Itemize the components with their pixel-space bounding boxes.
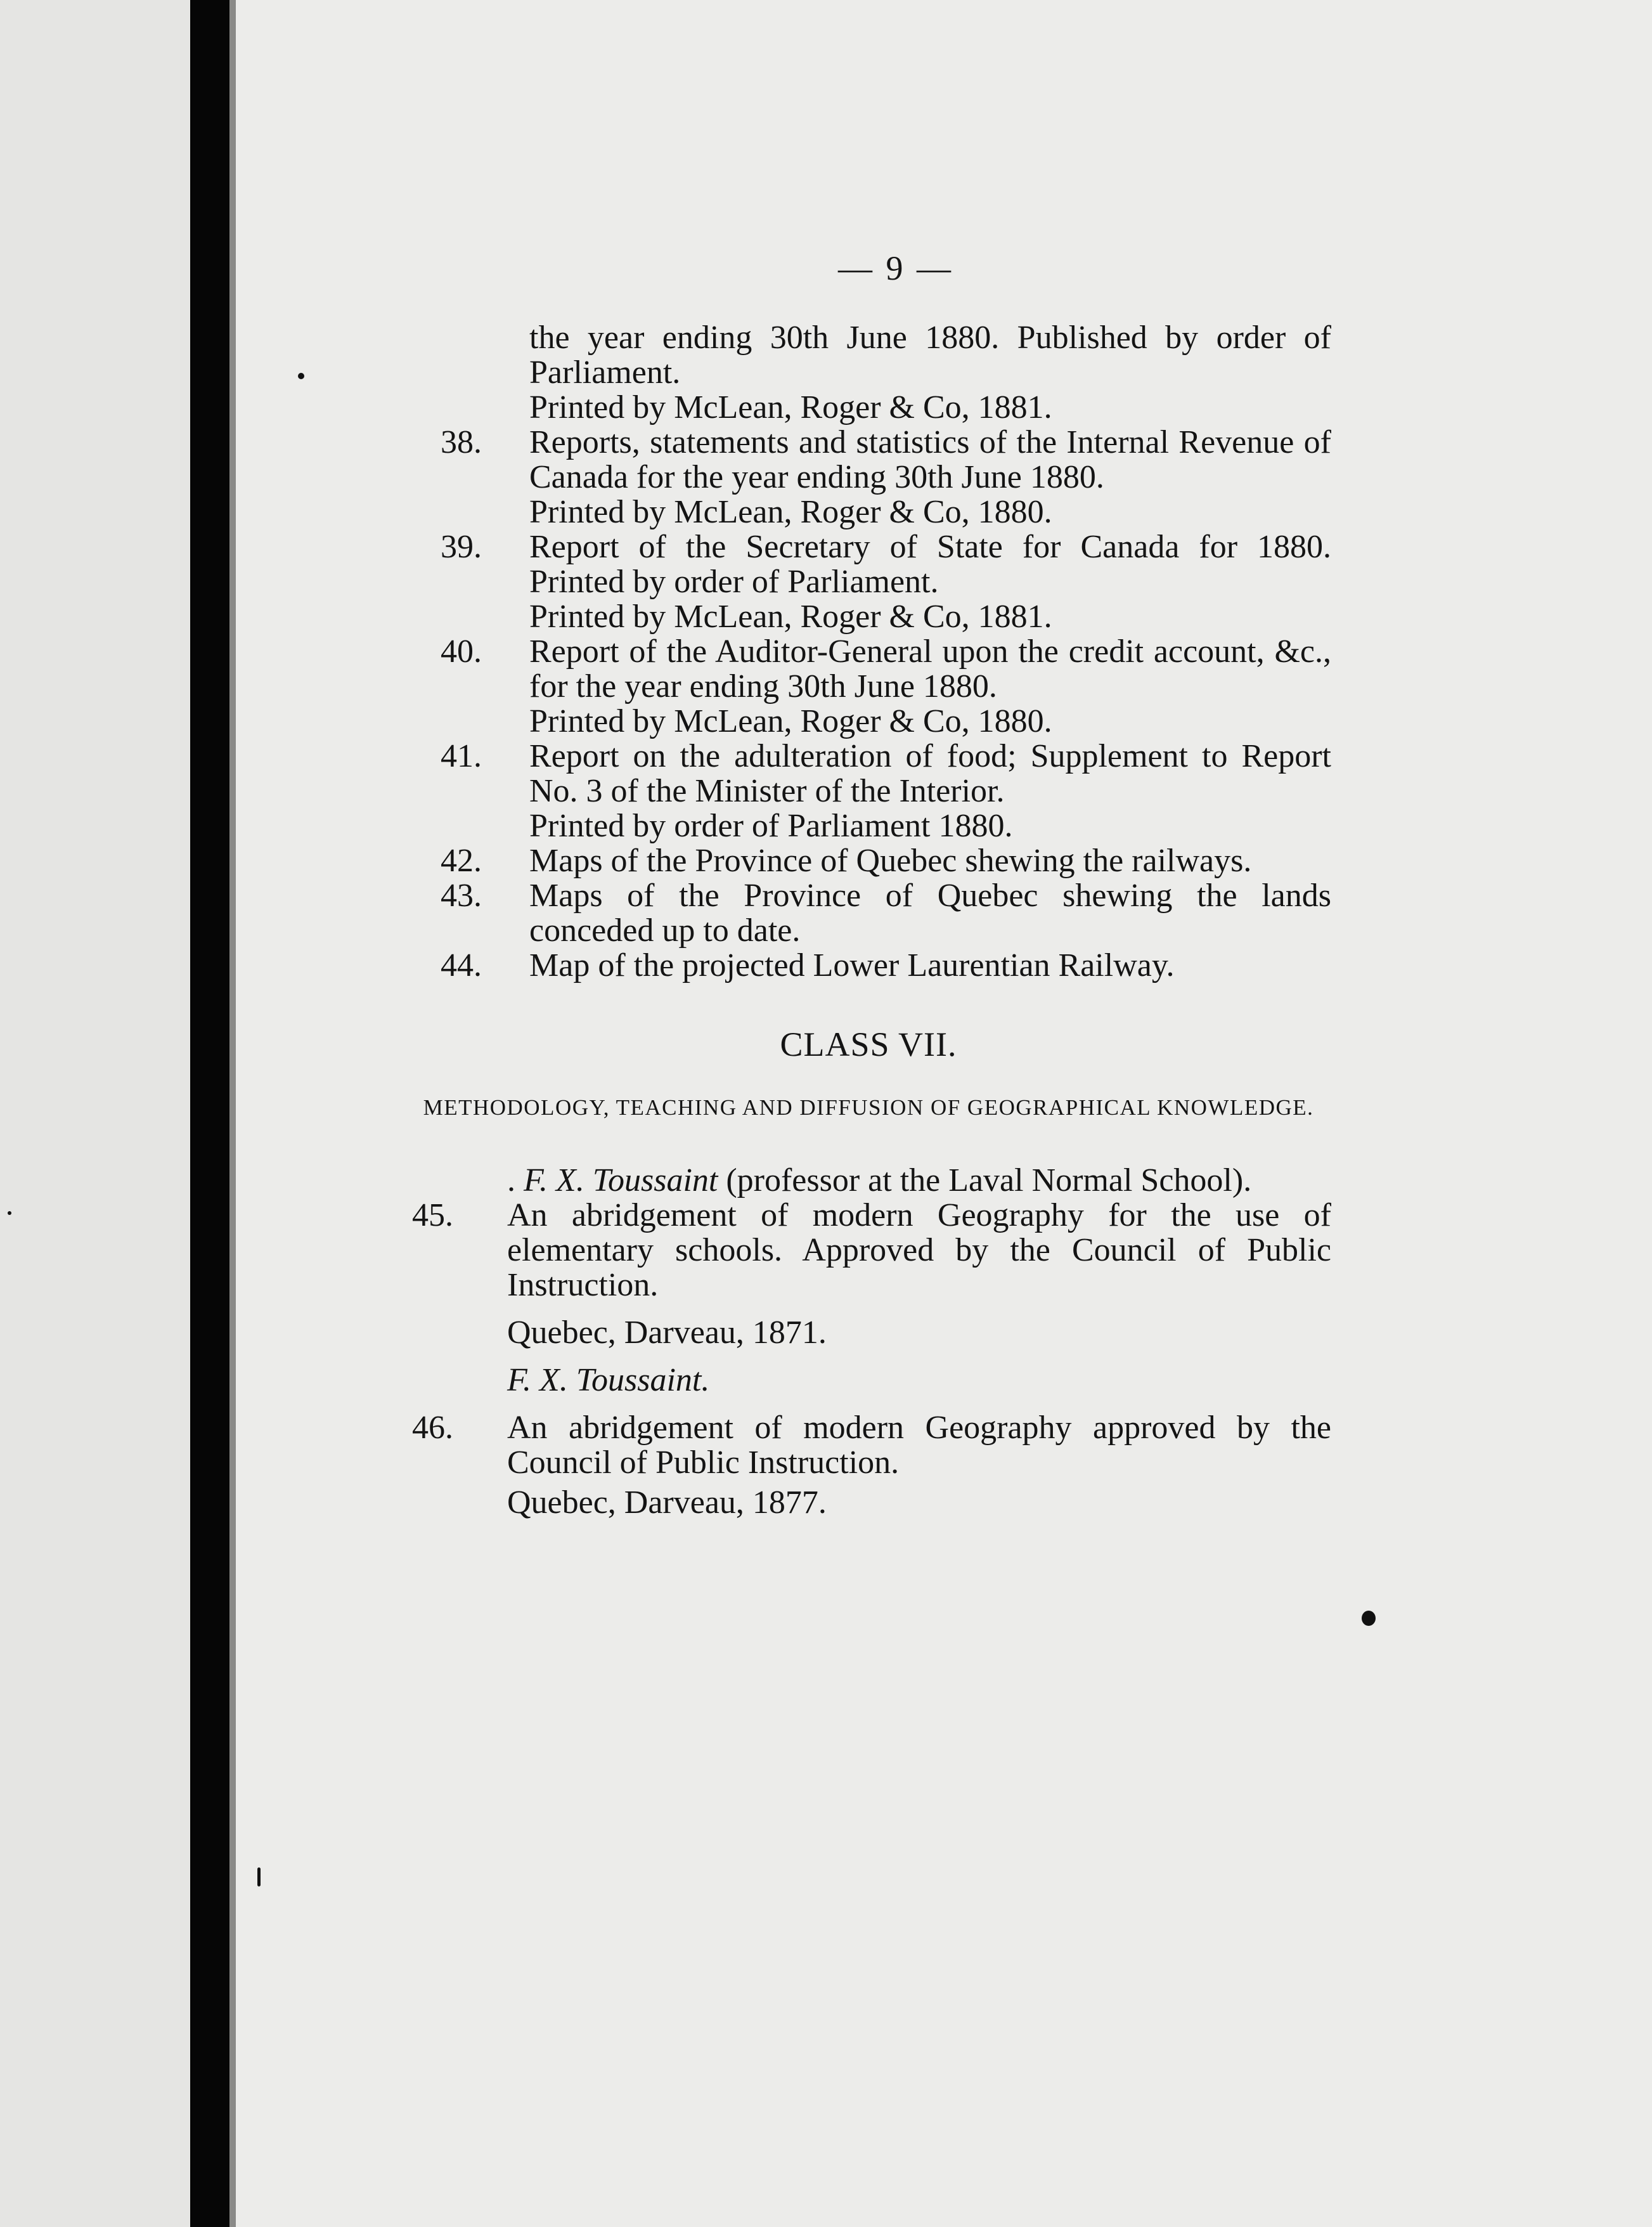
book-binding-gutter — [190, 0, 229, 2227]
author-name: F. X. Toussaint — [524, 1162, 718, 1198]
entry-number: 38. — [441, 424, 482, 460]
list-item — [406, 320, 1331, 425]
entry-text: Map of the projected Lower Laurentian Railway. — [529, 947, 1175, 984]
ink-speck — [257, 1867, 261, 1886]
list-item — [406, 425, 1331, 529]
entry-number: 43. — [441, 878, 482, 914]
entry-imprint: Quebec, Darveau, 1877. — [507, 1484, 827, 1521]
list-item — [406, 843, 1331, 878]
entry-imprint: Printed by McLean, Roger & Co, 1881. — [529, 389, 1052, 425]
entry-text: Maps of the Province of Quebec shewing the railways. — [529, 843, 1252, 879]
entry-text: Reports, statements and statistics of the Internal Revenue of Canada for the year ending 30th June 1880. — [529, 424, 1331, 495]
author-prefix: . — [507, 1162, 515, 1198]
entry-imprint: Printed by McLean, Roger & Co, 1880. — [529, 703, 1052, 739]
list-item — [406, 529, 1331, 634]
entry-text: An abridgement of modern Geography for the use of elementary schools. Approved by the Council of Public Instruction. — [507, 1197, 1331, 1303]
entry-text: Maps of the Province of Quebec shewing the lands conceded up to date. — [529, 878, 1331, 949]
page-body — [406, 320, 1331, 1520]
page-edge — [229, 0, 236, 2227]
entry-number: 41. — [441, 738, 482, 774]
entry-imprint: Printed by order of Parliament 1880. — [529, 808, 1013, 844]
list-item — [406, 1198, 1331, 1350]
entry-imprint: Quebec, Darveau, 1871. — [507, 1315, 827, 1351]
entry-text: the year ending 30th June 1880. Published by order of Parliament. — [529, 320, 1331, 391]
list-item — [406, 739, 1331, 843]
list-item — [406, 878, 1331, 948]
entry-number: 45. — [412, 1197, 453, 1233]
entry-number: 42. — [441, 843, 482, 879]
list-item — [406, 1410, 1331, 1520]
entry-text: Report of the Secretary of State for Canada for 1880. Printed by order of Parliament. — [529, 529, 1331, 600]
class-subheading: METHODOLOGY, TEACHING AND DIFFUSION OF GEOGRAPHICAL KNOWLEDGE. — [423, 1095, 1314, 1120]
entry-number: 40. — [441, 633, 482, 670]
author-line — [406, 1163, 1331, 1198]
ink-speck — [8, 1211, 11, 1215]
entry-imprint: Printed by McLean, Roger & Co, 1881. — [529, 599, 1052, 635]
entry-text: An abridgement of modern Geography approved by the Council of Public Instruction. — [507, 1410, 1331, 1481]
entry-number: 46. — [412, 1410, 453, 1446]
entry-text: Report of the Auditor-General upon the credit account, &c., for the year ending 30th June 1880. — [529, 633, 1331, 704]
entry-number: 39. — [441, 529, 482, 565]
author-detail: (professor at the Laval Normal School). — [726, 1162, 1252, 1198]
ink-speck — [1362, 1611, 1376, 1626]
ink-speck — [298, 373, 304, 379]
list-item — [406, 634, 1331, 739]
author-line: F. X. Toussaint. — [507, 1362, 710, 1398]
entry-text: Report on the adulteration of food; Supplement to Report No. 3 of the Minister of the Interior. — [529, 738, 1331, 809]
list-item — [406, 948, 1331, 983]
page-number: — 9 — — [838, 249, 953, 287]
entry-imprint: Printed by McLean, Roger & Co, 1880. — [529, 494, 1052, 530]
entry-number: 44. — [441, 947, 482, 984]
class-heading: CLASS VII. — [780, 1025, 957, 1063]
